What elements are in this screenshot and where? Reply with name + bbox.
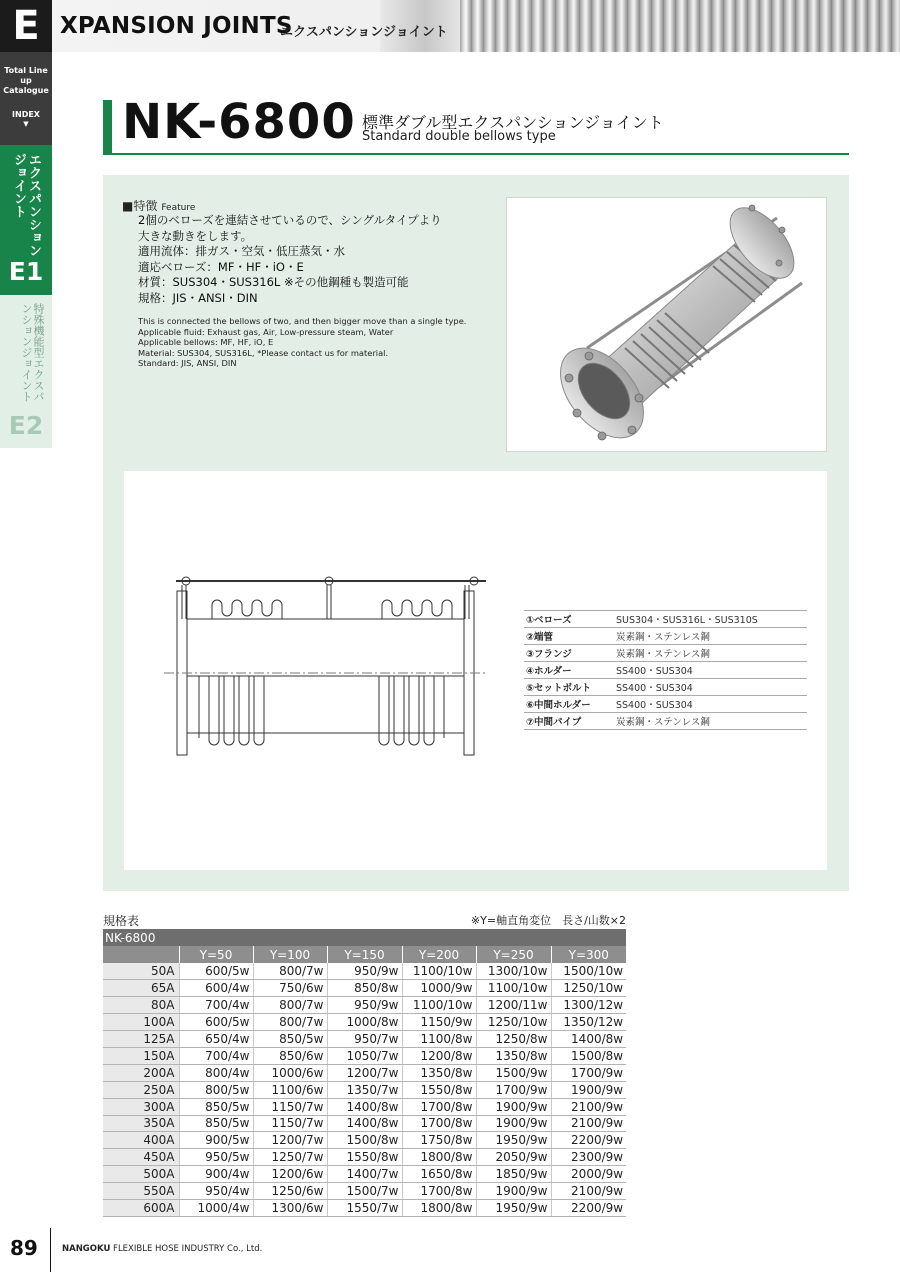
spec-cell: 800/4w <box>179 1064 253 1081</box>
spec-row <box>103 1132 626 1149</box>
spec-cell: 1100/10w <box>476 980 551 997</box>
spec-cell: 800/7w <box>253 1014 327 1031</box>
spec-cell: 1350/7w <box>327 1081 402 1098</box>
spec-cell: 1100/8w <box>402 1031 476 1048</box>
part-name: ③フランジ <box>524 645 614 662</box>
spec-cell: 1150/7w <box>253 1098 327 1115</box>
spec-cell: 1500/10w <box>551 963 626 980</box>
spec-cell: 700/4w <box>179 1047 253 1064</box>
part-material: 炭素鋼・ステンレス鋼 <box>614 645 807 662</box>
part-material: SS400・SUS304 <box>614 696 807 713</box>
spec-cell: 1000/4w <box>179 1199 253 1216</box>
spec-cell: 1100/10w <box>402 997 476 1014</box>
spec-cell: 1350/8w <box>476 1047 551 1064</box>
spec-cell: 1550/8w <box>327 1149 402 1166</box>
spec-header-cell: Y=200 <box>402 946 476 963</box>
part-name: ⑦中間パイプ <box>524 713 614 730</box>
spec-cell: 1250/10w <box>551 980 626 997</box>
spec-row <box>103 997 626 1014</box>
spec-cell: 1400/8w <box>327 1098 402 1115</box>
feature-en-line: Material: SUS304, SUS316L, *Please contact us for material. <box>138 347 389 358</box>
spec-row-size: 125A <box>103 1031 179 1048</box>
spec-cell: 1300/10w <box>476 963 551 980</box>
spec-cell: 1200/7w <box>327 1064 402 1081</box>
product-photo <box>506 197 827 452</box>
spec-cell: 1700/8w <box>402 1115 476 1132</box>
spec-row <box>103 1166 626 1183</box>
spec-cell: 1500/7w <box>327 1183 402 1200</box>
feature-description-jp <box>138 213 488 306</box>
feature-jp-line: 規格：JIS・ANSI・DIN <box>138 290 258 305</box>
spec-cell: 1550/8w <box>402 1081 476 1098</box>
spec-cell: 1500/8w <box>327 1132 402 1149</box>
parts-row <box>524 645 807 662</box>
spec-row <box>103 1149 626 1166</box>
spec-header-cell: Y=100 <box>253 946 327 963</box>
spec-row-size: 550A <box>103 1183 179 1200</box>
spec-cell: 1150/9w <box>402 1014 476 1031</box>
spec-cell: 1350/8w <box>402 1064 476 1081</box>
spec-model-row <box>103 929 626 946</box>
spec-cell: 950/5w <box>179 1149 253 1166</box>
spec-header-cell: Y=250 <box>476 946 551 963</box>
section-letter: E <box>0 0 52 52</box>
spec-cell: 800/7w <box>253 997 327 1014</box>
spec-row <box>103 963 626 980</box>
spec-cell: 1850/9w <box>476 1166 551 1183</box>
title-accent-bar <box>103 100 112 154</box>
spec-header-cell: Y=300 <box>551 946 626 963</box>
spec-row <box>103 1031 626 1048</box>
spec-cell: 1000/6w <box>253 1064 327 1081</box>
feature-jp-line: 大きな動きをします。 <box>138 228 253 243</box>
spec-cell: 650/4w <box>179 1031 253 1048</box>
footer-company-rest: FLEXIBLE HOSE INDUSTRY Co., Ltd. <box>110 1244 263 1254</box>
spec-row <box>103 980 626 997</box>
spec-cell: 850/6w <box>253 1047 327 1064</box>
parts-row <box>524 679 807 696</box>
spec-cell: 1800/8w <box>402 1199 476 1216</box>
spec-cell: 1950/9w <box>476 1199 551 1216</box>
part-material: 炭素鋼・ステンレス鋼 <box>614 628 807 645</box>
part-name: ⑥中間ホルダー <box>524 696 614 713</box>
title-divider <box>103 153 849 155</box>
spec-row <box>103 1064 626 1081</box>
sidebar-e1-label: エクスパンションジョイント <box>11 153 41 257</box>
parts-row <box>524 713 807 730</box>
part-name: ②端管 <box>524 628 614 645</box>
spec-cell: 1900/9w <box>476 1115 551 1132</box>
feature-heading-en: Feature <box>161 203 196 213</box>
spec-cell: 1200/7w <box>253 1132 327 1149</box>
spec-cell: 900/4w <box>179 1166 253 1183</box>
spec-header-cell: Y=150 <box>327 946 402 963</box>
part-material: SS400・SUS304 <box>614 662 807 679</box>
spec-cell: 1900/9w <box>476 1183 551 1200</box>
parts-row <box>524 611 807 628</box>
spec-row <box>103 1047 626 1064</box>
spec-cell: 1900/9w <box>551 1081 626 1098</box>
sidebar-index-label: INDEX <box>12 110 40 119</box>
spec-cell: 2050/9w <box>476 1149 551 1166</box>
feature-jp-line: 2個のベローズを連結させているので、シングルタイプより <box>138 213 442 227</box>
part-name: ④ホルダー <box>524 662 614 679</box>
spec-row <box>103 1115 626 1132</box>
spec-row-size: 50A <box>103 963 179 980</box>
spec-cell: 950/4w <box>179 1183 253 1200</box>
spec-cell: 900/5w <box>179 1132 253 1149</box>
spec-row-size: 65A <box>103 980 179 997</box>
spec-row <box>103 1183 626 1200</box>
spec-cell: 1200/6w <box>253 1166 327 1183</box>
spec-cell: 750/6w <box>253 980 327 997</box>
spec-header-cell: Y=50 <box>179 946 253 963</box>
spec-cell: 1000/8w <box>327 1014 402 1031</box>
spec-cell: 1950/9w <box>476 1132 551 1149</box>
spec-cell: 1500/8w <box>551 1047 626 1064</box>
spec-cell: 1400/7w <box>327 1166 402 1183</box>
spec-cell: 1700/8w <box>402 1183 476 1200</box>
spec-row <box>103 1081 626 1098</box>
sidebar-e2-label: 特殊機能型エクスパンションジョイント <box>20 303 45 402</box>
spec-cell: 950/9w <box>327 963 402 980</box>
spec-cell: 850/5w <box>179 1098 253 1115</box>
product-code: NK-6800 <box>122 94 356 150</box>
spec-cell: 700/4w <box>179 997 253 1014</box>
parts-row <box>524 662 807 679</box>
spec-cell: 1700/8w <box>402 1098 476 1115</box>
spec-cell: 1000/9w <box>402 980 476 997</box>
page-number: 89 <box>10 1236 38 1260</box>
spec-cell: 1100/6w <box>253 1081 327 1098</box>
part-material: SS400・SUS304 <box>614 679 807 696</box>
spec-cell: 800/7w <box>253 963 327 980</box>
spec-cell: 600/5w <box>179 963 253 980</box>
spec-cell: 1150/7w <box>253 1115 327 1132</box>
spec-cell: 600/4w <box>179 980 253 997</box>
spec-cell: 1900/9w <box>476 1098 551 1115</box>
header-bellows-photo <box>460 0 900 52</box>
spec-cell: 2300/9w <box>551 1149 626 1166</box>
spec-row-size: 300A <box>103 1098 179 1115</box>
spec-cell: 1250/6w <box>253 1183 327 1200</box>
spec-cell: 2100/9w <box>551 1183 626 1200</box>
product-name-jp: 標準ダブル型エクスパンションジョイント <box>362 113 664 132</box>
footer-company <box>62 1244 262 1254</box>
index-arrow-icon: ▼ <box>23 120 29 128</box>
parts-row <box>524 628 807 645</box>
spec-row-size: 450A <box>103 1149 179 1166</box>
spec-cell: 2000/9w <box>551 1166 626 1183</box>
spec-table-caption: 規格表 <box>103 914 140 928</box>
spec-cell: 1250/10w <box>476 1014 551 1031</box>
spec-row-size: 500A <box>103 1166 179 1183</box>
spec-cell: 850/8w <box>327 980 402 997</box>
spec-cell: 800/5w <box>179 1081 253 1098</box>
spec-cell: 1100/10w <box>402 963 476 980</box>
spec-row-size: 80A <box>103 997 179 1014</box>
sidebar-tab-e1[interactable] <box>0 145 52 295</box>
spec-table-note: ※Y=軸直角変位 長さ/山数×2 <box>470 914 626 927</box>
feature-jp-line: 適応ベローズ：MF・HF・iO・E <box>138 259 304 274</box>
section-subtitle: エクスパンションジョイント <box>280 25 448 40</box>
feature-en-line: Applicable fluid: Exhaust gas, Air, Low-pressure steam, Water <box>138 326 394 337</box>
spec-cell: 1400/8w <box>551 1031 626 1048</box>
spec-cell: 1700/9w <box>476 1081 551 1098</box>
spec-row-size: 200A <box>103 1064 179 1081</box>
feature-en-line: This is connected the bellows of two, and then bigger move than a single type. <box>138 316 467 326</box>
feature-description-en <box>138 316 468 369</box>
spec-row-size: 600A <box>103 1199 179 1216</box>
sidebar-e2-code: E2 <box>8 411 44 440</box>
spec-row-size: 100A <box>103 1014 179 1031</box>
spec-cell: 1400/8w <box>327 1115 402 1132</box>
spec-cell: 850/5w <box>253 1031 327 1048</box>
spec-cell: 600/5w <box>179 1014 253 1031</box>
spec-cell: 1650/8w <box>402 1166 476 1183</box>
spec-row-size: 250A <box>103 1081 179 1098</box>
feature-heading <box>122 197 195 214</box>
feature-jp-line: 適用流体：排ガス・空気・低圧蒸気・水 <box>138 244 345 258</box>
spec-cell: 1300/6w <box>253 1199 327 1216</box>
spec-row-size: 350A <box>103 1115 179 1132</box>
parts-row <box>524 696 807 713</box>
part-material: SUS304・SUS316L・SUS310S <box>614 611 807 628</box>
spec-cell: 1800/8w <box>402 1149 476 1166</box>
part-material: 炭素鋼・ステンレス鋼 <box>614 713 807 730</box>
spec-cell: 2200/9w <box>551 1199 626 1216</box>
spec-cell: 2200/9w <box>551 1132 626 1149</box>
section-title: XPANSION JOINTS <box>60 13 293 39</box>
spec-cell: 2100/9w <box>551 1115 626 1132</box>
spec-header-row <box>103 946 626 963</box>
footer-company-bold: NANGOKU <box>62 1244 111 1254</box>
spec-row-size: 400A <box>103 1132 179 1149</box>
sidebar-catalogue-link[interactable] <box>0 52 52 145</box>
spec-cell: 1700/9w <box>551 1064 626 1081</box>
parts-materials-table <box>524 610 807 730</box>
spec-cell: 1050/7w <box>327 1047 402 1064</box>
sidebar-total-label: Total Line up Catalogue <box>3 66 49 95</box>
sidebar <box>0 52 52 448</box>
spec-cell: 1200/8w <box>402 1047 476 1064</box>
spec-cell: 850/5w <box>179 1115 253 1132</box>
spec-cell: 1350/12w <box>551 1014 626 1031</box>
feature-heading-jp: ■特徴 <box>122 199 158 213</box>
part-name: ①ベローズ <box>524 611 614 628</box>
spec-cell: 1550/7w <box>327 1199 402 1216</box>
spec-cell: 1200/11w <box>476 997 551 1014</box>
expansion-joint-illustration <box>507 198 828 453</box>
part-name: ⑤セットボルト <box>524 679 614 696</box>
spec-row <box>103 1199 626 1216</box>
spec-cell: 1500/9w <box>476 1064 551 1081</box>
product-name-en: Standard double bellows type <box>362 129 556 144</box>
spec-cell: 1750/8w <box>402 1132 476 1149</box>
spec-row <box>103 1098 626 1115</box>
feature-en-line: Applicable bellows: MF, HF, iO, E <box>138 337 274 347</box>
feature-en-line: Standard: JIS, ANSI, DIN <box>138 358 237 368</box>
spec-cell: 1250/7w <box>253 1149 327 1166</box>
footer-divider <box>50 1228 51 1272</box>
spec-cell: 950/9w <box>327 997 402 1014</box>
spec-table <box>103 929 626 1217</box>
sidebar-tab-e2[interactable] <box>0 295 52 448</box>
spec-cell: 1250/8w <box>476 1031 551 1048</box>
sidebar-e1-code: E1 <box>8 257 44 286</box>
spec-model-name: NK-6800 <box>103 929 626 946</box>
spec-table-body <box>103 963 626 1216</box>
spec-header-size <box>103 946 179 963</box>
spec-cell: 1300/12w <box>551 997 626 1014</box>
spec-row-size: 150A <box>103 1047 179 1064</box>
feature-jp-line: 材質：SUS304・SUS316L ※その他鋼種も製造可能 <box>138 275 409 289</box>
spec-cell: 2100/9w <box>551 1098 626 1115</box>
spec-cell: 950/7w <box>327 1031 402 1048</box>
spec-row <box>103 1014 626 1031</box>
